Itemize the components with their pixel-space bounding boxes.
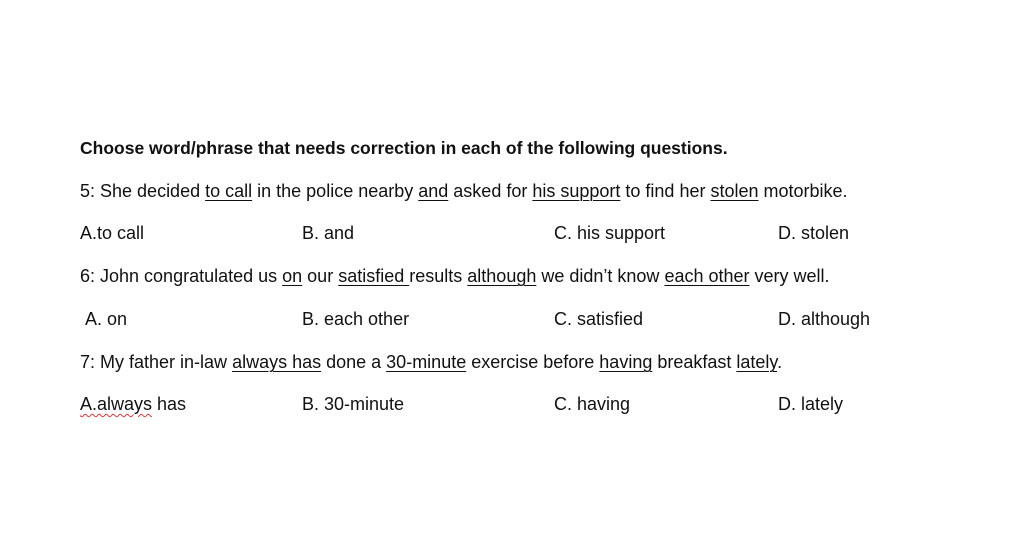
question-text-segment: asked for	[448, 181, 533, 201]
spellcheck-flagged-word[interactable]: A.always	[80, 394, 153, 414]
option-d: D. although	[778, 309, 871, 329]
question-text-segment: exercise before	[466, 352, 600, 372]
underlined-phrase: on	[282, 266, 303, 286]
question-text-segment: 6: John congratulated us	[80, 266, 283, 286]
option-b: B. each other	[302, 309, 410, 329]
question-text-segment: done a	[321, 352, 387, 372]
option-b: B. 30-minute	[302, 394, 405, 414]
underlined-phrase: always has	[232, 352, 322, 372]
question-5	[80, 180, 848, 202]
option-c: C. his support	[554, 223, 666, 243]
question-text-segment: breakfast	[652, 352, 737, 372]
question-6	[80, 265, 830, 287]
option-c: C. satisfied	[554, 309, 644, 329]
underlined-phrase: having	[599, 352, 653, 372]
underlined-phrase: 30-minute	[386, 352, 467, 372]
underlined-phrase: each other	[664, 266, 750, 286]
underlined-phrase: and	[418, 181, 449, 201]
question-text-segment: in the police nearby	[252, 181, 419, 201]
question-text-segment: we didn’t know	[536, 266, 665, 286]
question-text-segment: our	[302, 266, 339, 286]
underlined-phrase: his support	[532, 181, 621, 201]
question-text-segment: 5: She decided	[80, 181, 206, 201]
underlined-phrase: to call	[205, 181, 253, 201]
option-a: A. on	[85, 309, 128, 329]
option-a	[80, 393, 186, 415]
instruction-heading: Choose word/phrase that needs correction in each of the following questions.	[80, 138, 728, 158]
question-text-segment: to find her	[620, 181, 711, 201]
option-b: B. and	[302, 223, 355, 243]
question-text-segment: .	[777, 352, 783, 372]
underlined-phrase: although	[467, 266, 537, 286]
option-d: D. stolen	[778, 223, 850, 243]
document-page	[80, 0, 1010, 560]
question-text-segment: results	[409, 266, 468, 286]
option-a-suffix: has	[152, 394, 187, 414]
underlined-phrase: lately	[736, 352, 778, 372]
option-c: C. having	[554, 394, 631, 414]
option-d: D. lately	[778, 394, 844, 414]
option-a: A.to call	[80, 223, 145, 243]
underlined-phrase: satisfied	[338, 266, 410, 286]
question-text-segment: 7: My father in-law	[80, 352, 233, 372]
question-7	[80, 351, 782, 373]
question-text-segment: very well.	[749, 266, 830, 286]
underlined-phrase: stolen	[710, 181, 759, 201]
question-text-segment: motorbike.	[758, 181, 848, 201]
